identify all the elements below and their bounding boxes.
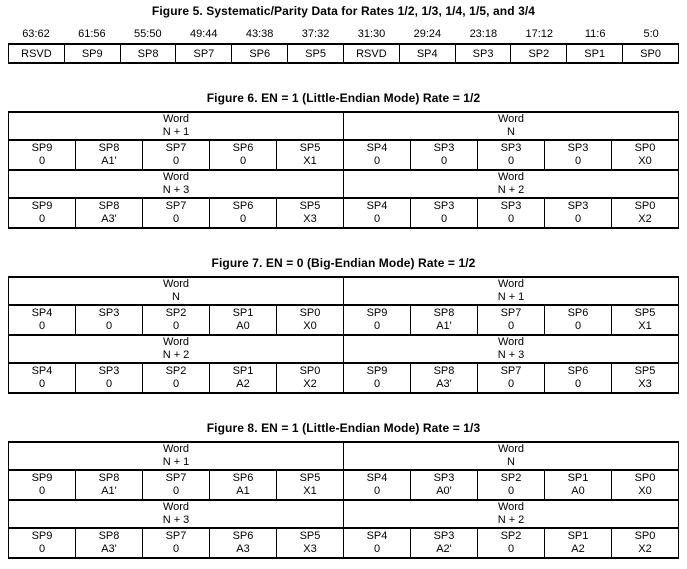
data-cell xyxy=(478,528,545,558)
data-cell-label: SP3 xyxy=(433,530,455,542)
data-cell xyxy=(411,140,478,170)
data-cell-label: SP1 xyxy=(232,307,254,319)
data-cell-value: 0 xyxy=(574,378,582,390)
figure-7 xyxy=(0,256,687,394)
figure-6 xyxy=(0,91,687,229)
data-cell-label: SP1 xyxy=(567,472,589,484)
data-cell-value: 0 xyxy=(507,213,515,225)
data-cell-label: SP7 xyxy=(500,365,522,377)
data-cell-value: 0 xyxy=(507,320,515,332)
bit-range-cell: 61:56 xyxy=(78,28,106,40)
data-cell-value: 0 xyxy=(172,378,180,390)
data-cell-value: X0 xyxy=(638,485,652,497)
data-cell-label: SP8 xyxy=(98,142,120,154)
word-header-label: Word xyxy=(162,171,190,183)
data-cell xyxy=(210,305,277,335)
data-cell-value: A0 xyxy=(236,320,250,332)
data-cell-label: SP3 xyxy=(433,142,455,154)
data-cell-label: SP3 xyxy=(567,142,589,154)
data-cell-value: 0 xyxy=(105,320,113,332)
word-header-index: N + 3 xyxy=(162,514,190,526)
data-cell xyxy=(76,470,143,500)
data-cell xyxy=(411,305,478,335)
data-cell xyxy=(210,528,277,558)
data-cell-value: 0 xyxy=(373,485,381,497)
data-cell-value: X1 xyxy=(638,320,652,332)
word-header-cell xyxy=(9,277,344,305)
word-header-index: N + 1 xyxy=(162,456,190,468)
bit-range-cell: 17:12 xyxy=(525,28,554,40)
data-cell-value: 0 xyxy=(507,155,515,167)
data-cell-label: SP9 xyxy=(366,307,388,319)
word-header-cell xyxy=(9,500,344,528)
data-cell-value: A1' xyxy=(101,485,117,497)
word-data-row xyxy=(9,470,679,500)
data-cell xyxy=(210,363,277,393)
data-cell xyxy=(612,305,679,335)
data-cell-label: SP2 xyxy=(500,530,522,542)
data-cell-value: X0 xyxy=(638,155,652,167)
figure8-title: Figure 8. EN = 1 (Little-Endian Mode) Rate = 1/3 xyxy=(206,421,481,435)
field-cell: SP5 xyxy=(288,44,344,63)
word-header-label: Word xyxy=(497,501,525,513)
data-cell-label: SP3 xyxy=(98,307,120,319)
data-cell xyxy=(612,140,679,170)
data-cell-label: SP8 xyxy=(98,200,120,212)
data-cell-label: SP0 xyxy=(299,365,321,377)
data-cell xyxy=(76,528,143,558)
data-cell-label: SP6 xyxy=(232,530,254,542)
data-cell xyxy=(344,363,411,393)
data-cell xyxy=(344,140,411,170)
field-cell: SP1 xyxy=(567,44,623,63)
data-cell-label: SP3 xyxy=(433,472,455,484)
data-cell-label: SP4 xyxy=(31,307,53,319)
word-header-cell xyxy=(9,170,344,198)
field-cell: SP8 xyxy=(120,44,176,63)
word-header-label: Word xyxy=(162,336,190,348)
field-cell: SP3 xyxy=(455,44,511,63)
data-cell-value: 0 xyxy=(38,320,46,332)
data-cell xyxy=(478,363,545,393)
data-cell-label: SP6 xyxy=(232,472,254,484)
data-cell-label: SP3 xyxy=(500,200,522,212)
word-header-row xyxy=(9,442,679,470)
data-cell-value: 0 xyxy=(373,213,381,225)
data-cell-value: 0 xyxy=(38,378,46,390)
data-cell-label: SP0 xyxy=(634,200,656,212)
data-cell-label: SP5 xyxy=(634,365,656,377)
word-header-cell xyxy=(9,442,344,470)
data-cell-value: 0 xyxy=(172,213,180,225)
data-cell-value: A3' xyxy=(101,543,117,555)
data-cell xyxy=(344,470,411,500)
figure5-field-table xyxy=(8,43,679,64)
data-cell xyxy=(411,470,478,500)
data-cell-value: A3 xyxy=(236,543,250,555)
data-cell-label: SP6 xyxy=(232,200,254,212)
word-header-row xyxy=(9,112,679,140)
data-cell xyxy=(143,363,210,393)
data-cell-label: SP5 xyxy=(299,472,321,484)
word-data-row xyxy=(9,305,679,335)
data-cell-value: X3 xyxy=(303,543,317,555)
data-cell-label: SP3 xyxy=(500,142,522,154)
data-cell xyxy=(478,140,545,170)
data-cell-value: X2 xyxy=(303,378,317,390)
data-cell-label: SP4 xyxy=(366,530,388,542)
bit-range-cell: 63:62 xyxy=(22,28,50,40)
data-cell xyxy=(277,363,344,393)
word-header-index: N + 3 xyxy=(162,184,190,196)
data-cell-label: SP7 xyxy=(500,307,522,319)
data-cell xyxy=(143,528,210,558)
figure7-title: Figure 7. EN = 0 (Big-Endian Mode) Rate = 1/2 xyxy=(211,256,476,270)
bit-range-cell: 55:50 xyxy=(134,28,162,40)
data-cell-label: SP6 xyxy=(567,307,589,319)
data-cell xyxy=(411,528,478,558)
word-header-label: Word xyxy=(497,443,525,455)
bit-range-cell: 23:18 xyxy=(469,28,498,40)
data-cell xyxy=(478,470,545,500)
word-header-label: Word xyxy=(497,113,525,125)
word-header-cell xyxy=(9,335,344,363)
word-header-index: N + 1 xyxy=(162,126,190,138)
data-cell-value: 0 xyxy=(507,543,515,555)
data-cell-label: SP7 xyxy=(165,472,187,484)
word-header-label: Word xyxy=(497,336,525,348)
word-header-row xyxy=(9,170,679,198)
data-cell xyxy=(9,305,76,335)
data-cell-label: SP2 xyxy=(165,307,187,319)
word-header-index: N xyxy=(172,291,180,303)
data-cell-value: A2 xyxy=(236,378,250,390)
data-cell-label: SP5 xyxy=(299,142,321,154)
data-cell xyxy=(612,470,679,500)
figure6-table xyxy=(8,111,679,229)
data-cell-label: SP4 xyxy=(366,142,388,154)
word-header-row xyxy=(9,500,679,528)
data-cell-label: SP9 xyxy=(31,472,53,484)
data-cell xyxy=(210,140,277,170)
data-cell-value: A2' xyxy=(436,543,452,555)
word-header-cell xyxy=(344,442,679,470)
data-cell xyxy=(612,363,679,393)
data-cell-value: A1' xyxy=(101,155,117,167)
data-cell xyxy=(545,198,612,228)
figure7-table xyxy=(8,276,679,394)
word-header-index: N xyxy=(507,126,515,138)
data-cell-label: SP8 xyxy=(433,307,455,319)
data-cell xyxy=(277,305,344,335)
word-header-cell xyxy=(9,112,344,140)
data-cell-label: SP7 xyxy=(165,530,187,542)
data-cell xyxy=(612,528,679,558)
data-cell-label: SP1 xyxy=(567,530,589,542)
word-header-cell xyxy=(344,500,679,528)
field-cell: SP6 xyxy=(232,44,288,63)
word-header-cell xyxy=(344,277,679,305)
field-cell: RSVD xyxy=(343,44,399,63)
data-cell-value: 0 xyxy=(239,155,247,167)
data-cell xyxy=(210,470,277,500)
data-cell-label: SP2 xyxy=(165,365,187,377)
bit-range-cell: 31:30 xyxy=(357,28,386,40)
data-cell xyxy=(411,198,478,228)
data-cell-label: SP0 xyxy=(634,530,656,542)
data-cell-label: SP9 xyxy=(31,142,53,154)
word-header-index: N + 1 xyxy=(497,291,525,303)
data-cell-value: 0 xyxy=(373,378,381,390)
data-cell-value: 0 xyxy=(239,213,247,225)
figure5-title: Figure 5. Systematic/Parity Data for Rates 1/2, 1/3, 1/4, 1/5, and 3/4 xyxy=(151,4,536,18)
data-cell xyxy=(9,470,76,500)
data-cell xyxy=(143,198,210,228)
data-cell-value: 0 xyxy=(38,213,46,225)
word-header-index: N + 3 xyxy=(497,349,525,361)
data-cell xyxy=(277,528,344,558)
data-cell-value: X3 xyxy=(638,378,652,390)
word-header-label: Word xyxy=(162,501,190,513)
data-cell xyxy=(76,305,143,335)
data-cell-value: X2 xyxy=(638,213,652,225)
data-cell-label: SP5 xyxy=(299,200,321,212)
data-cell xyxy=(9,363,76,393)
data-cell xyxy=(9,140,76,170)
data-cell xyxy=(143,470,210,500)
data-cell-label: SP6 xyxy=(232,142,254,154)
data-cell xyxy=(76,363,143,393)
field-cell: SP9 xyxy=(64,44,120,63)
data-cell-label: SP7 xyxy=(165,142,187,154)
data-cell-value: 0 xyxy=(373,155,381,167)
data-cell-value: 0 xyxy=(373,320,381,332)
data-cell-value: 0 xyxy=(172,543,180,555)
data-cell-value: 0 xyxy=(38,485,46,497)
data-cell xyxy=(478,305,545,335)
data-cell xyxy=(545,528,612,558)
figure5-field-row xyxy=(9,44,679,63)
data-cell xyxy=(612,198,679,228)
word-header-index: N xyxy=(507,456,515,468)
figure-8 xyxy=(0,421,687,559)
data-cell-value: X2 xyxy=(638,543,652,555)
data-cell-value: 0 xyxy=(440,213,448,225)
data-cell-value: A2 xyxy=(571,543,585,555)
data-cell-label: SP7 xyxy=(165,200,187,212)
bit-range-cell: 5:0 xyxy=(643,28,659,40)
word-data-row xyxy=(9,140,679,170)
data-cell xyxy=(545,305,612,335)
word-header-label: Word xyxy=(162,278,190,290)
word-header-index: N + 2 xyxy=(497,184,525,196)
data-cell xyxy=(76,198,143,228)
field-cell: SP2 xyxy=(511,44,567,63)
data-cell-value: 0 xyxy=(373,543,381,555)
word-header-cell xyxy=(344,335,679,363)
figure8-table xyxy=(8,441,679,559)
bit-range-cell: 43:38 xyxy=(245,28,274,40)
data-cell-label: SP8 xyxy=(98,472,120,484)
data-cell-value: X1 xyxy=(303,485,317,497)
data-cell-label: SP4 xyxy=(31,365,53,377)
data-cell-label: SP9 xyxy=(366,365,388,377)
data-cell-label: SP8 xyxy=(433,365,455,377)
data-cell-label: SP9 xyxy=(31,200,53,212)
data-cell-value: 0 xyxy=(105,378,113,390)
word-header-row xyxy=(9,277,679,305)
bit-range-cell: 37:32 xyxy=(301,28,330,40)
data-cell-label: SP6 xyxy=(567,365,589,377)
data-cell-value: 0 xyxy=(507,378,515,390)
data-cell xyxy=(76,140,143,170)
field-cell: SP0 xyxy=(623,44,679,63)
word-header-cell xyxy=(344,170,679,198)
data-cell-label: SP2 xyxy=(500,472,522,484)
data-cell-value: 0 xyxy=(507,485,515,497)
data-cell-value: X0 xyxy=(303,320,317,332)
data-cell-value: A1 xyxy=(236,485,250,497)
word-header-cell xyxy=(344,112,679,140)
word-header-row xyxy=(9,335,679,363)
data-cell xyxy=(545,363,612,393)
data-cell-label: SP0 xyxy=(299,307,321,319)
data-cell xyxy=(277,470,344,500)
word-header-label: Word xyxy=(497,171,525,183)
data-cell xyxy=(277,140,344,170)
bit-range-cell: 49:44 xyxy=(189,28,218,40)
figure-5 xyxy=(0,0,687,64)
word-header-index: N + 2 xyxy=(497,514,525,526)
data-cell-label: SP8 xyxy=(98,530,120,542)
data-cell-label: SP5 xyxy=(299,530,321,542)
data-cell-value: 0 xyxy=(574,213,582,225)
data-cell-value: 0 xyxy=(172,320,180,332)
data-cell-label: SP4 xyxy=(366,472,388,484)
data-cell-value: X1 xyxy=(303,155,317,167)
word-data-row xyxy=(9,363,679,393)
data-cell xyxy=(143,305,210,335)
data-cell-label: SP3 xyxy=(98,365,120,377)
data-cell-label: SP3 xyxy=(567,200,589,212)
word-header-index: N + 2 xyxy=(162,349,190,361)
data-cell-label: SP4 xyxy=(366,200,388,212)
figure6-title: Figure 6. EN = 1 (Little-Endian Mode) Rate = 1/2 xyxy=(206,91,481,105)
data-cell-value: A3' xyxy=(436,378,452,390)
data-cell-value: 0 xyxy=(574,320,582,332)
data-cell xyxy=(478,198,545,228)
word-data-row xyxy=(9,198,679,228)
data-cell xyxy=(9,528,76,558)
data-cell-label: SP5 xyxy=(634,307,656,319)
word-data-row xyxy=(9,528,679,558)
data-cell-value: 0 xyxy=(574,155,582,167)
field-cell: SP4 xyxy=(399,44,455,63)
word-header-label: Word xyxy=(162,113,190,125)
data-cell-value: 0 xyxy=(38,155,46,167)
data-cell xyxy=(9,198,76,228)
data-cell xyxy=(210,198,277,228)
data-cell-label: SP0 xyxy=(634,142,656,154)
data-cell-value: A0' xyxy=(436,485,452,497)
data-cell-label: SP9 xyxy=(31,530,53,542)
data-cell xyxy=(411,363,478,393)
field-cell: RSVD xyxy=(9,44,65,63)
data-cell xyxy=(545,140,612,170)
bit-range-cell: 11:6 xyxy=(584,28,606,40)
data-cell-value: A3' xyxy=(101,213,117,225)
data-cell xyxy=(545,470,612,500)
data-cell xyxy=(344,528,411,558)
word-header-label: Word xyxy=(162,443,190,455)
data-cell-value: 0 xyxy=(440,155,448,167)
data-cell-value: 0 xyxy=(172,155,180,167)
data-cell-value: 0 xyxy=(172,485,180,497)
data-cell-label: SP1 xyxy=(232,365,254,377)
data-cell-label: SP0 xyxy=(634,472,656,484)
data-cell xyxy=(143,140,210,170)
data-cell xyxy=(344,305,411,335)
data-cell-value: A0 xyxy=(571,485,585,497)
data-cell xyxy=(344,198,411,228)
data-cell-label: SP3 xyxy=(433,200,455,212)
field-cell: SP7 xyxy=(176,44,232,63)
bit-range-cell: 29:24 xyxy=(413,28,442,40)
data-cell xyxy=(277,198,344,228)
data-cell-value: X3 xyxy=(303,213,317,225)
figure5-bit-row xyxy=(8,28,679,41)
data-cell-value: 0 xyxy=(38,543,46,555)
data-cell-value: A1' xyxy=(436,320,452,332)
word-header-label: Word xyxy=(497,278,525,290)
